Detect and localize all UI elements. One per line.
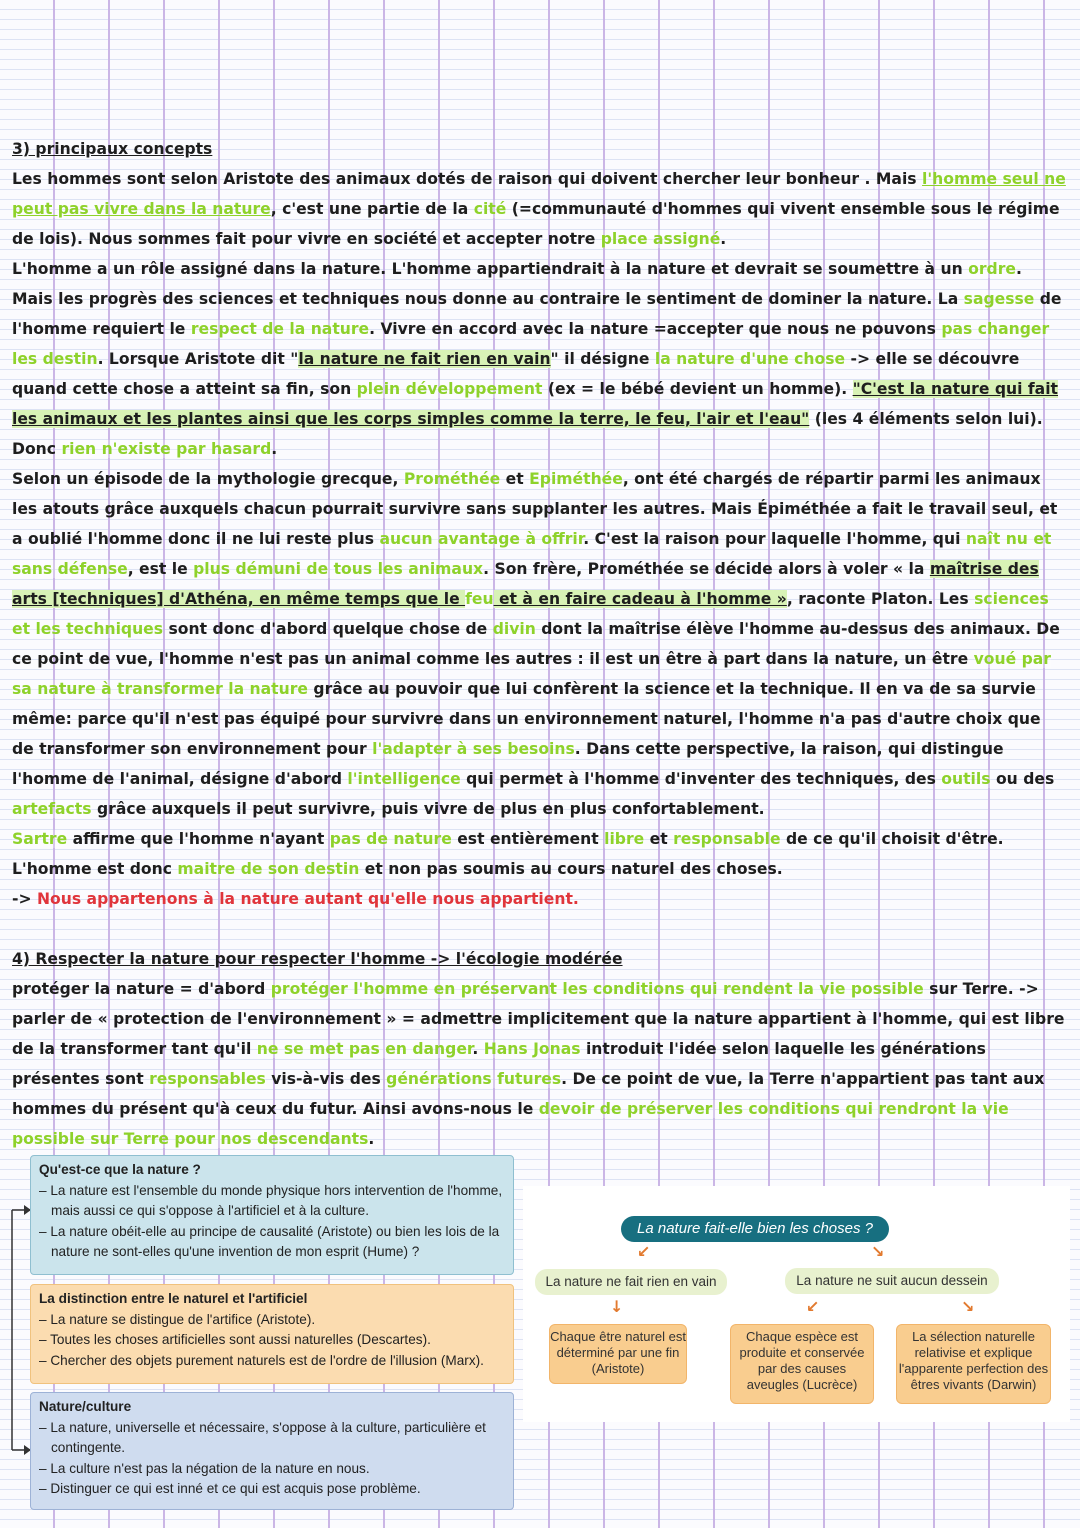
- box-item: – Toutes les choses artificielles sont aussi naturelles (Descartes).: [39, 1332, 431, 1347]
- highlighted-term: plein développement: [356, 380, 543, 398]
- box-item: – La nature obéit-elle au principe de causalité (Aristote) ou bien les lois de la nature ne sont-elles qu'une invention de mon esprit (Hume) ?: [39, 1223, 500, 1259]
- conclusion: [12, 884, 1067, 914]
- text-run: affirme que l'homme n'ayant: [67, 830, 330, 848]
- box-item: – La nature, universelle et nécessaire, s'oppose à la culture, particulière et contingente.: [39, 1419, 486, 1455]
- text-run: sur Terre. -> parler de « protection de l'environnement » = admettre implicitement que la nature appartient à l'homme, qui est libre de la transformer tant qu'il: [12, 980, 1065, 1058]
- highlighted-term: pas de nature: [329, 830, 452, 848]
- arrow-down-right-icon: ↘: [871, 1242, 885, 1261]
- highlighted-term: ne se met pas en danger: [256, 1040, 473, 1058]
- text-run: .: [368, 1130, 375, 1148]
- arrow-down-icon: ↓: [610, 1297, 624, 1316]
- text-run: , c'est une partie de la: [270, 200, 474, 218]
- paragraph: [12, 824, 1067, 884]
- text-run: , ont été chargés de répartir parmi les animaux les atouts grâce auxquels chacun pourrait survivre sans supplanter les autres. Mais Épiméthée a fait le travail seul, et a oublié l'homme donc il ne lui reste plus: [12, 470, 1058, 548]
- text-run: .: [472, 1040, 484, 1058]
- box-what-is-nature: [30, 1155, 514, 1275]
- text-run: Selon un épisode de la mythologie grecque,: [12, 470, 404, 488]
- arrow-down-left-icon: ↙: [637, 1242, 651, 1261]
- text-run: (ex = le bébé devient un homme).: [542, 380, 853, 398]
- section-3-heading: 3) principaux concepts: [12, 140, 213, 158]
- text-run: protéger la nature = d'abord: [12, 980, 271, 998]
- text-run: vis-à-vis des: [265, 1070, 387, 1088]
- highlighted-term: aucun avantage à offrir: [379, 530, 584, 548]
- highlighted-term: Hans Jonas: [483, 1040, 581, 1058]
- text-run: est entièrement: [451, 830, 605, 848]
- text-run: (=communauté d'hommes qui vivent ensemble sous le régime de lois). Nous sommes fait pour vivre en société et accepter notre: [12, 200, 1060, 248]
- text-run: . Mais les progrès des sciences et techniques nous donne au contraire le sentiment de dominer la nature. La: [12, 260, 1022, 308]
- highlighted-term: responsable: [673, 830, 781, 848]
- diagram-panel: [523, 1186, 1070, 1422]
- text-run: sont donc d'abord quelque chose de: [163, 620, 493, 638]
- text-run: L'homme a un rôle assigné dans la nature. L'homme appartiendrait à la nature et devrait se soumettre à un: [12, 260, 969, 278]
- diagram-outcome-darwin: La sélection naturelle relativise et explique l'apparente perfection des êtres vivants (Darwin): [896, 1324, 1051, 1404]
- highlighted-term: pas changer les destin: [12, 320, 1050, 368]
- text-run: ou des: [990, 770, 1055, 788]
- text-run: -> elle se découvre quand cette chose a atteint sa fin, son: [12, 350, 1020, 398]
- box-item: – La nature est l'ensemble du monde physique hors intervention de l'homme, mais aussi ce qui s'oppose à l'artificiel et à la culture.: [39, 1182, 503, 1218]
- text-run: , est le: [127, 560, 194, 578]
- highlighted-term: Sartre: [12, 830, 68, 848]
- text-run: . Vivre en accord avec la nature =accepter que nous ne pouvons: [369, 320, 942, 338]
- highlighted-term: Prométhée: [403, 470, 501, 488]
- box-item: – Chercher des objets purement naturels est de l'ordre de l'illusion (Marx).: [39, 1352, 484, 1368]
- box-item: – La culture n'est pas la négation de la nature en nous.: [39, 1460, 370, 1476]
- highlighted-term: cité: [473, 200, 507, 218]
- highlighted-term: maitre de son destin: [177, 860, 360, 878]
- text-run: Les hommes sont selon Aristote des animaux dotés de raison qui doivent chercher leur bonheur . Mais: [12, 170, 923, 188]
- highlighted-term: libre: [604, 830, 645, 848]
- connector-line: [12, 1210, 30, 1450]
- text-run: grâce auxquels il peut survivre, puis vivre de plus en plus confortablement.: [91, 800, 765, 818]
- quote-highlight: "C'est la nature qui fait les animaux et les plantes ainsi que les corps simples comme la terre, le feu, l'air et l'eau": [12, 380, 1058, 428]
- text-run: dont la maîtrise élève l'homme au-dessus des animaux. De ce point de vue, l'homme n'est pas un animal comme les autres : il est un être à part dans la nature, un être: [12, 620, 1060, 668]
- text-run: et non pas soumis au cours naturel des choses.: [359, 860, 783, 878]
- text-run: . Son frère, Prométhée se décide alors à voler « la: [483, 560, 930, 578]
- highlighted-term: artefacts: [12, 800, 92, 818]
- text-run: .: [271, 440, 278, 458]
- highlighted-term: plus démuni de tous les animaux: [193, 560, 484, 578]
- text-run: et: [644, 830, 674, 848]
- text-run: . De ce point de vue, la Terre n'appartient pas tant aux hommes du présent qu'à ceux du futur. Ainsi avons-nous le: [12, 1070, 1045, 1118]
- text-run: de ce qu'il choisit d'être. L'homme est donc: [12, 830, 1004, 878]
- box-title: Nature/culture: [39, 1399, 132, 1414]
- highlighted-term: naît nu et sans défense: [12, 530, 1052, 578]
- paragraph: [12, 974, 1067, 1154]
- diagram-left-thesis: La nature ne fait rien en vain: [535, 1269, 727, 1295]
- text-run: et: [500, 470, 530, 488]
- highlighted-term: Epiméthée: [529, 470, 623, 488]
- text-run: ->: [12, 890, 37, 908]
- text-run: (les 4 éléments selon lui). Donc: [12, 410, 1043, 458]
- text-run: . Dans cette perspective, la raison, qui distingue l'homme de l'animal, désigne d'abord: [12, 740, 1004, 788]
- arrow-down-right-icon: ↘: [961, 1297, 975, 1316]
- text-run: " il désigne: [550, 350, 655, 368]
- highlighted-term: responsables: [149, 1070, 266, 1088]
- highlighted-term: outils: [941, 770, 991, 788]
- highlighted-term: place assigné: [600, 230, 721, 248]
- highlighted-term: ordre: [968, 260, 1016, 278]
- diagram-right-thesis: La nature ne suit aucun dessein: [785, 1268, 999, 1294]
- highlighted-term: devoir de préserver les conditions qui rendront la vie possible sur Terre pour nos descendants: [12, 1100, 1009, 1148]
- diagram-question: La nature fait-elle bien les choses ?: [621, 1216, 889, 1242]
- box-nature-culture: [30, 1392, 514, 1510]
- text-run: introduit l'idée selon laquelle les générations présentes sont: [12, 1040, 986, 1088]
- notes-page: [12, 134, 1067, 1154]
- highlighted-term: la nature d'une chose: [654, 350, 846, 368]
- section-4-heading: 4) Respecter la nature pour respecter l'homme -> l'écologie modérée: [12, 950, 623, 968]
- highlighted-term: rien n'existe par hasard: [61, 440, 272, 458]
- highlighted-term: l'intelligence: [347, 770, 461, 788]
- text-run: , raconte Platon. Les: [786, 590, 975, 608]
- highlighted-term: générations futures: [386, 1070, 562, 1088]
- box-natural-artificial: [30, 1284, 514, 1384]
- text-run: . Lorsque Aristote dit ": [97, 350, 299, 368]
- quote-highlight: maîtrise des arts [techniques] d'Athéna, en même temps que le: [12, 560, 1039, 608]
- text-run: de l'homme requiert le: [12, 290, 1062, 338]
- highlighted-term: voué par sa nature à transformer la nature: [12, 650, 1051, 698]
- paragraph: [12, 464, 1067, 824]
- diagram-outcome-lucrece: Chaque espèce est produite et conservée par des causes aveugles (Lucrèce): [730, 1324, 874, 1404]
- quote-highlight: et à en faire cadeau à l'homme »: [493, 590, 787, 608]
- box-title: Qu'est-ce que la nature ?: [39, 1162, 201, 1177]
- highlighted-term: sciences et les techniques: [12, 590, 1049, 638]
- highlighted-term: feu: [465, 590, 494, 608]
- diagram-outcome-aristote: Chaque être naturel est déterminé par une fin (Aristote): [549, 1324, 687, 1384]
- box-item: – Distinguer ce qui est inné et ce qui est acquis pose problème.: [39, 1481, 421, 1496]
- highlighted-term: divin: [492, 620, 536, 638]
- paragraph: [12, 164, 1067, 254]
- quote-highlight: la nature ne fait rien en vain: [298, 350, 551, 368]
- highlighted-term: l'homme seul ne peut pas vivre dans la nature: [12, 170, 1066, 218]
- highlighted-term: respect de la nature: [190, 320, 370, 338]
- highlighted-term: l'adapter à ses besoins: [372, 740, 575, 758]
- text-run: grâce au pouvoir que lui confèrent la science et la technique. Il en va de sa survie même: parce qu'il n'est pas équipé pour survivre dans un environnement naturel, l'homme n'a pas d'autre choix que de transformer son environnement pour: [12, 680, 1041, 758]
- text-run: qui permet à l'homme d'inventer des techniques, des: [460, 770, 942, 788]
- paragraph: [12, 254, 1067, 464]
- highlighted-term: sagesse: [963, 290, 1035, 308]
- box-item: – La nature se distingue de l'artifice (Aristote).: [39, 1311, 316, 1327]
- arrow-down-left-icon: ↙: [806, 1297, 820, 1316]
- highlighted-term: protéger l'homme en préservant les conditions qui rendent la vie possible: [270, 980, 924, 998]
- text-run: .: [720, 230, 727, 248]
- box-title: La distinction entre le naturel et l'artificiel: [39, 1291, 308, 1306]
- text-run: . C'est la raison pour laquelle l'homme, qui: [583, 530, 966, 548]
- red-text: Nous appartenons à la nature autant qu'elle nous appartient.: [36, 890, 579, 908]
